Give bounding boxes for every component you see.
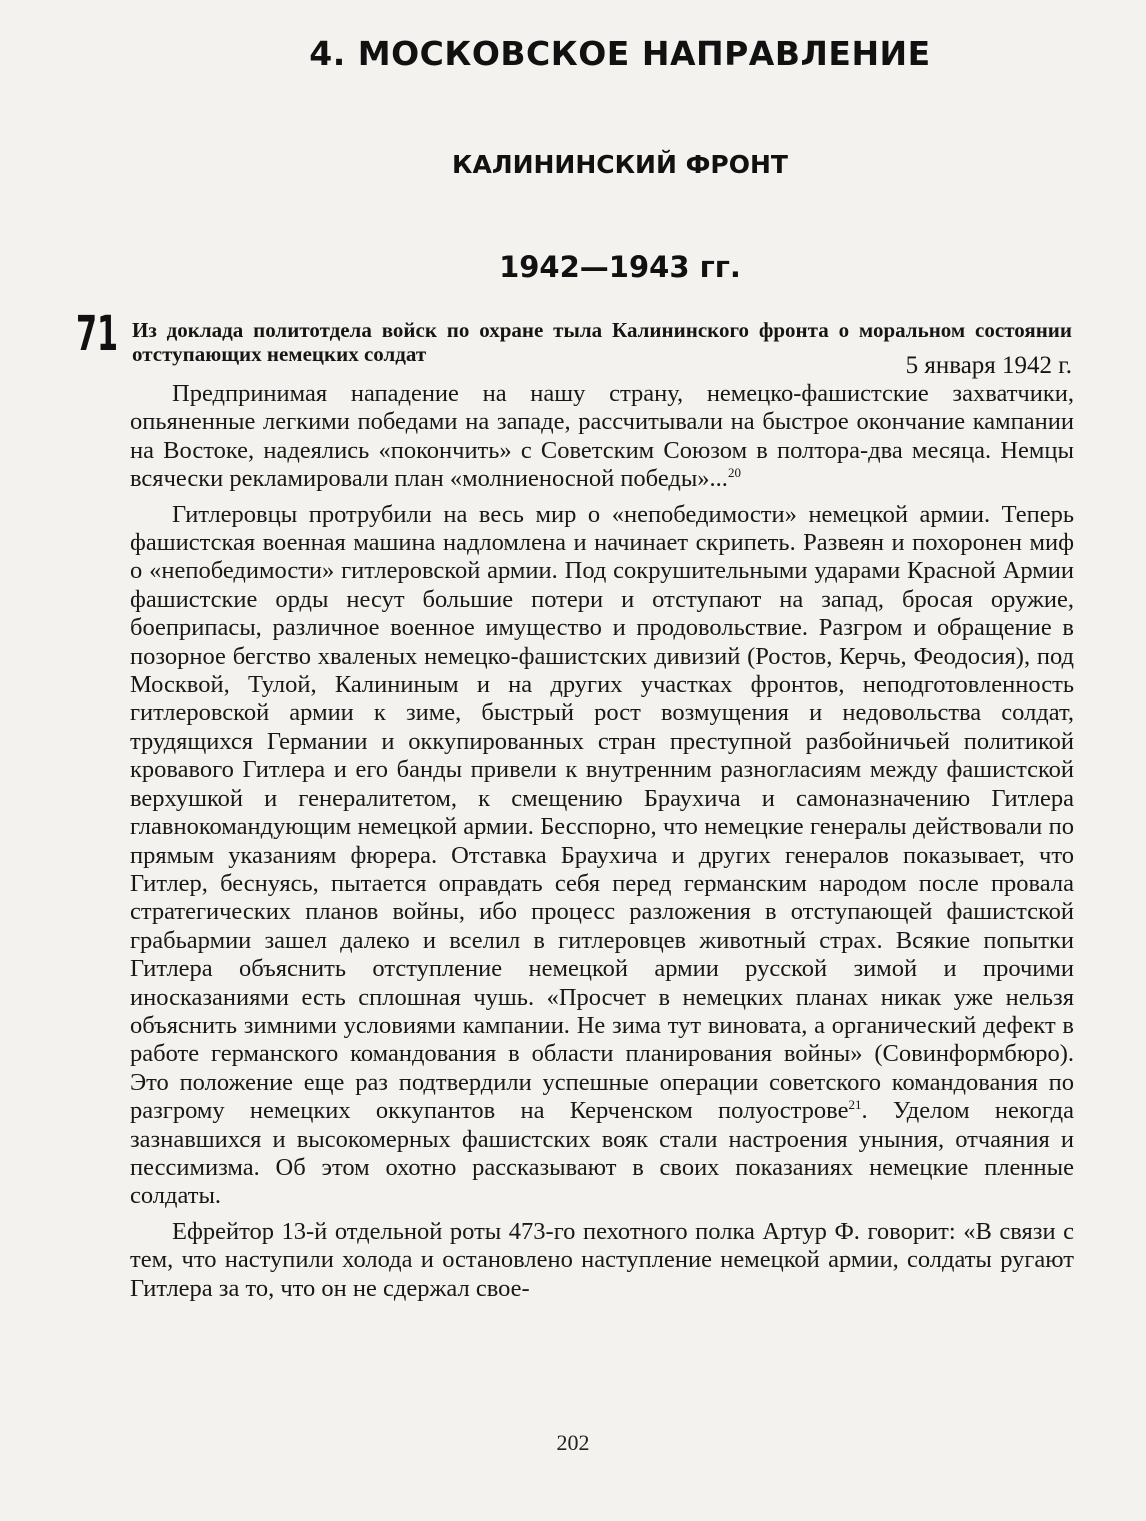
paragraph-2-end: . Уделом некогда зазнавшихся и высокомерных фашистских вояк стали настроения уныния, отчаяния и пессимизма. Об этом охотно рассказывают в своих показаниях немецкие пленные солдаты. (130, 1097, 1074, 1210)
paragraph-2 (130, 501, 1074, 1211)
paragraph-3 (130, 1218, 1074, 1303)
paragraph-2-text: Гитлеровцы протрубили на весь мир о «непобедимости» немецкой армии. Теперь фашистская военная машина надломлена и начинает скрипеть. Развеян и похоронен миф о «непобедимости» гитлеровской армии. Под сокрушительными ударами Красной Армии фашистские орды несут большие потери и отступают на запад, бросая оружие, боеприпасы, различное военное имущество и продовольствие. Разгром и обращение в позорное бегство хваленых немецко-фашистских дивизий (Ростов, Керчь, Феодосия), под Москвой, Тулой, Калининым и на других участках фронтов, неподготовленность гитлеровской армии к зиме, быстрый рост возмущения и недовольства солдат, трудящихся Германии и оккупированных стран преступной разбойничьей политикой кровавого Гитлера и его банды привели к внутренним разногласиям между фашистской верхушкой и генералитетом, к смещению Браухича и самоназначению Гитлера главнокомандующим немецкой армии. Бесспорно, что немецкие генералы действовали по прямым указаниям фюрера. Отставка Браухича и других генералов показывает, что Гитлер, беснуясь, пытается оправдать себя перед германским народом после провала стратегических планов войны, ибо процесс разложения в отступающей фашистской грабьармии зашел далеко и вселил в гитлеровцев животный страх. Всякие попытки Гитлера объяснить отступление немецкой армии русской зимой и прочими иносказаниями есть сплошная чушь. «Просчет в немецких планах никак уже нельзя объяснить зимними условиями кампании. Не зима тут виновата, а органический дефект в работе германского командования в области планирования войны» (Совинформбюро). Это положение еще раз подтвердили успешные операции советского командования по разгрому немецких оккупантов на Керченском полуострове (130, 500, 1074, 1125)
paragraph-1 (130, 380, 1074, 494)
years-heading: 1942—1943 гг. (499, 250, 741, 284)
footnote-ref-20: 20 (727, 465, 741, 481)
paragraph-1-text: Предпринимая нападение на нашу страну, немецко-фашистские захватчики, опьяненные легкими победами на западе, рассчитывали на быстрое окончание кампании на Востоке, надеялись «покончить» с Советским Союзом в полтора-два месяца. Немцы всячески рекламировали план «молниеносной победы»... (130, 380, 1074, 493)
paragraph-3-text: Ефрейтор 13-й отдельной роты 473-го пехотного полка Артур Ф. говорит: «В связи с тем, что наступили холода и остановлено наступление немецкой армии, солдаты ругают Гитлера за то, что он не сдержал свое- (130, 1217, 1074, 1302)
section-heading: 4. МОСКОВСКОЕ НАПРАВЛЕНИЕ (309, 34, 931, 73)
document-date: 5 января 1942 г. (905, 352, 1072, 379)
document-title: Из доклада политотдела войск по охране тыла Калининского фронта о моральном состоянии отступающих немецких солдат (132, 318, 1072, 366)
page-number: 202 (556, 1430, 590, 1455)
document-number: 71 (76, 306, 119, 362)
body-text (130, 380, 1074, 1310)
front-heading: КАЛИНИНСКИЙ ФРОНТ (452, 150, 788, 179)
footnote-ref-21: 21 (848, 1097, 862, 1113)
